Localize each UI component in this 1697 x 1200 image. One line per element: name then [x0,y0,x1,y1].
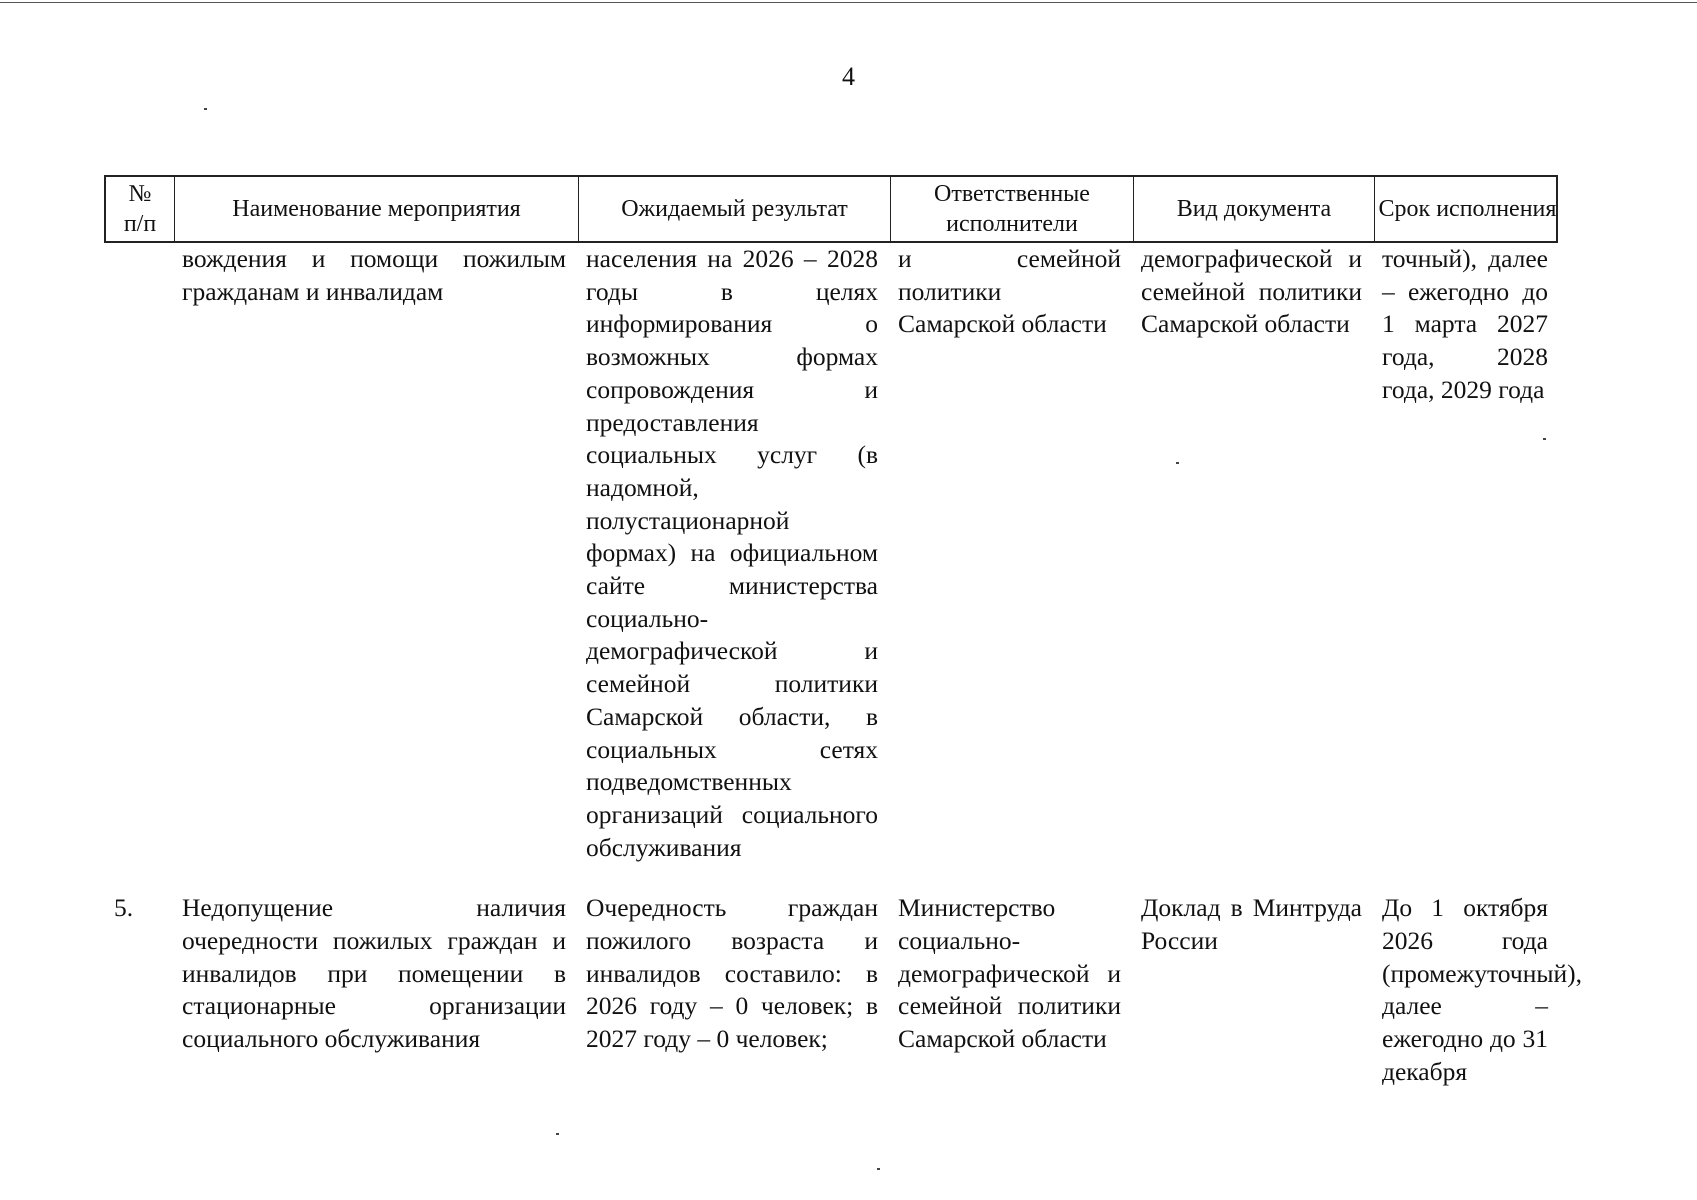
row-event-name: Недопущение наличия очередности пожилых граждан и инвалидов при помещении в стационарные организации социального обслуживания [182,893,566,1054]
table-row [104,892,1582,1088]
row-number: 5. [114,893,134,923]
header-deadline: Срок исполнения [1374,177,1560,241]
top-edge-rule [0,2,1697,3]
scan-speck [877,1168,880,1170]
header-event-name: Наименование мероприятия [174,177,578,241]
row-deadline: точный), далее – ежегодно до 1 марта 2027 года, 2028 года, 2029 года [1382,244,1548,404]
scan-speck [1543,438,1546,440]
row-document-type: демографической и семейной политики Самарской области [1141,244,1362,339]
header-expected-result: Ожидаемый результат [578,177,890,241]
table-row [104,243,1558,864]
events-table [104,175,1582,1089]
header-document-type: Вид документа [1133,177,1374,241]
table-header [104,175,1558,243]
scan-speck [556,1133,559,1135]
header-executors: Ответственные исполнители [890,177,1133,241]
scan-speck [204,108,207,110]
header-number: № п/п [123,181,157,237]
row-number [104,243,172,864]
scan-speck [1176,462,1179,464]
row-deadline: До 1 октября 2026 года (промежуточный), далее – ежегодно до 31 декабря [1382,893,1582,1086]
row-executors: и семейной политики Самарской области [898,244,1121,339]
row-expected-result: населения на 2026 – 2028 годы в целях информирования о возможных формах сопровождения и предоставления социальных услуг (в надомной, полустационарной формах) на официальном сайте министерства социально-демографической и семейной политики Самарской области, в социальных сетях подведомственных организаций социального обслуживания [586,244,878,862]
page-number: 4 [842,62,855,91]
row-expected-result: Очередность граждан пожилого возраста и инвалидов составило: в 2026 году – 0 человек; в 2027 году – 0 человек; [586,893,878,1054]
row-document-type: Доклад в Минтруда России [1141,893,1362,956]
row-executors: Министерство социально-демографической и семейной политики Самарской области [898,893,1121,1054]
row-event-name: вождения и помощи пожилым гражданам и инвалидам [182,244,566,306]
